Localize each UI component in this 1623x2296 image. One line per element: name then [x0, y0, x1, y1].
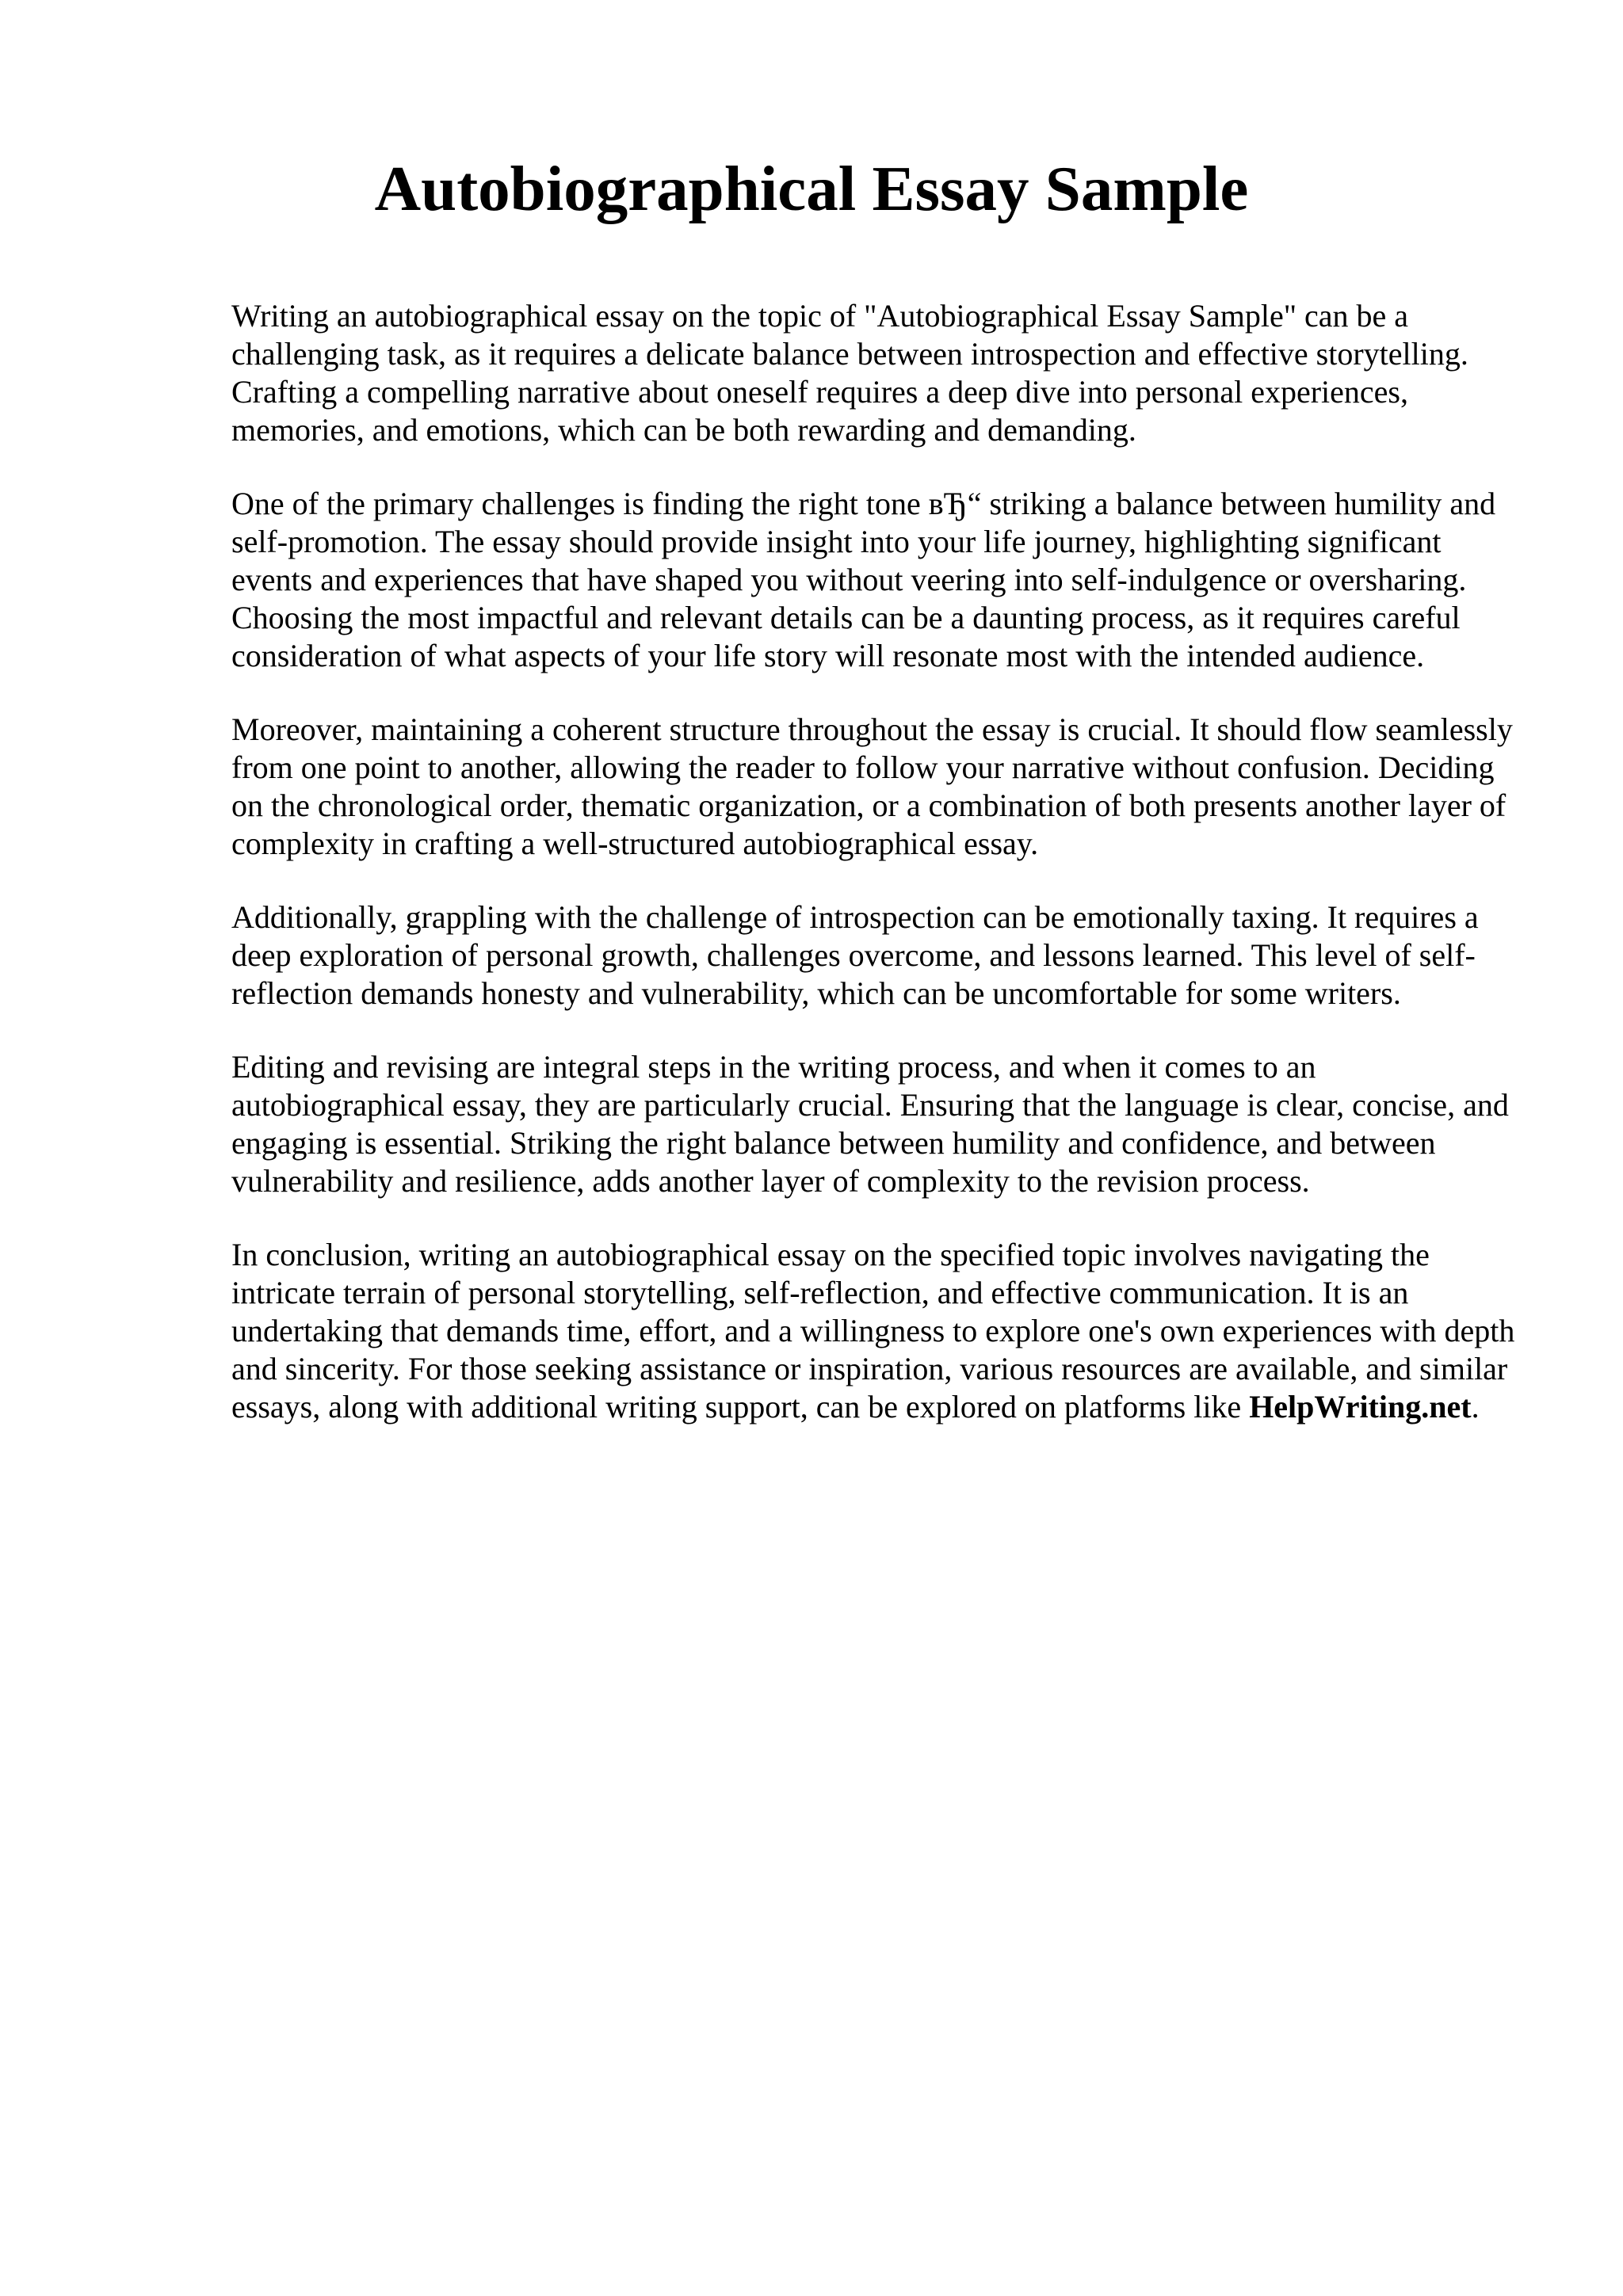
essay-body: [231, 297, 1523, 1462]
conclusion-paragraph: [231, 1236, 1523, 1426]
paragraph-5: Editing and revising are integral steps in the writing process, and when it comes to an autobiographical essay, they are particularly crucial. Ensuring that the language is clear, concise, and engaging is essential. Striking the right balance between humility and confidence, and between vulnerability and resilience, adds another layer of complexity to the revision process.: [231, 1049, 1509, 1199]
paragraph-1: Writing an autobiographical essay on the topic of "Autobiographical Essay Sample" can be a challenging task, as it requires a delicate balance between introspection and effective storytelling. Crafting a compelling narrative about oneself requires a deep dive into personal experiences, memories, and emotions, which can be both rewarding and demanding.: [231, 298, 1468, 448]
paragraph-4: Additionally, grappling with the challenge of introspection can be emotionally taxing. It requires a deep exploration of personal growth, challenges overcome, and lessons learned. This level of self-reflection demands honesty and vulnerability, which can be uncomfortable for some writers.: [231, 899, 1479, 1011]
page-title: Autobiographical Essay Sample: [374, 153, 1249, 224]
paragraph-2: One of the primary challenges is finding the right tone вЂ“ striking a balance between humility and self-promotion. The essay should provide insight into your life journey, highlighting significant events and experiences that have shaped you without veering into self-indulgence or oversharing. Choosing the most impactful and relevant details can be a daunting process, as it requires careful consideration of what aspects of your life story will resonate most with the intended audience.: [231, 486, 1496, 673]
conclusion-period: .: [1471, 1389, 1480, 1425]
paragraph-3: Moreover, maintaining a coherent structure throughout the essay is crucial. It should flow seamlessly from one point to another, allowing the reader to follow your narrative without confusion. Deciding on the chronological order, thematic organization, or a combination of both presents another layer of complexity in crafting a well-structured autobiographical essay.: [231, 711, 1513, 861]
helpwriting-link[interactable]: HelpWriting.net: [1249, 1389, 1472, 1425]
conclusion-text: In conclusion, writing an autobiographical essay on the specified topic involves navigating the intricate terrain of personal storytelling, self-reflection, and effective communication. It is an undertaking that demands time, effort, and a willingness to explore one's own experiences with depth and sincerity. For those seeking assistance or inspiration, various resources are available, and similar essays, along with additional writing support, can be explored on platforms like: [231, 1237, 1515, 1425]
